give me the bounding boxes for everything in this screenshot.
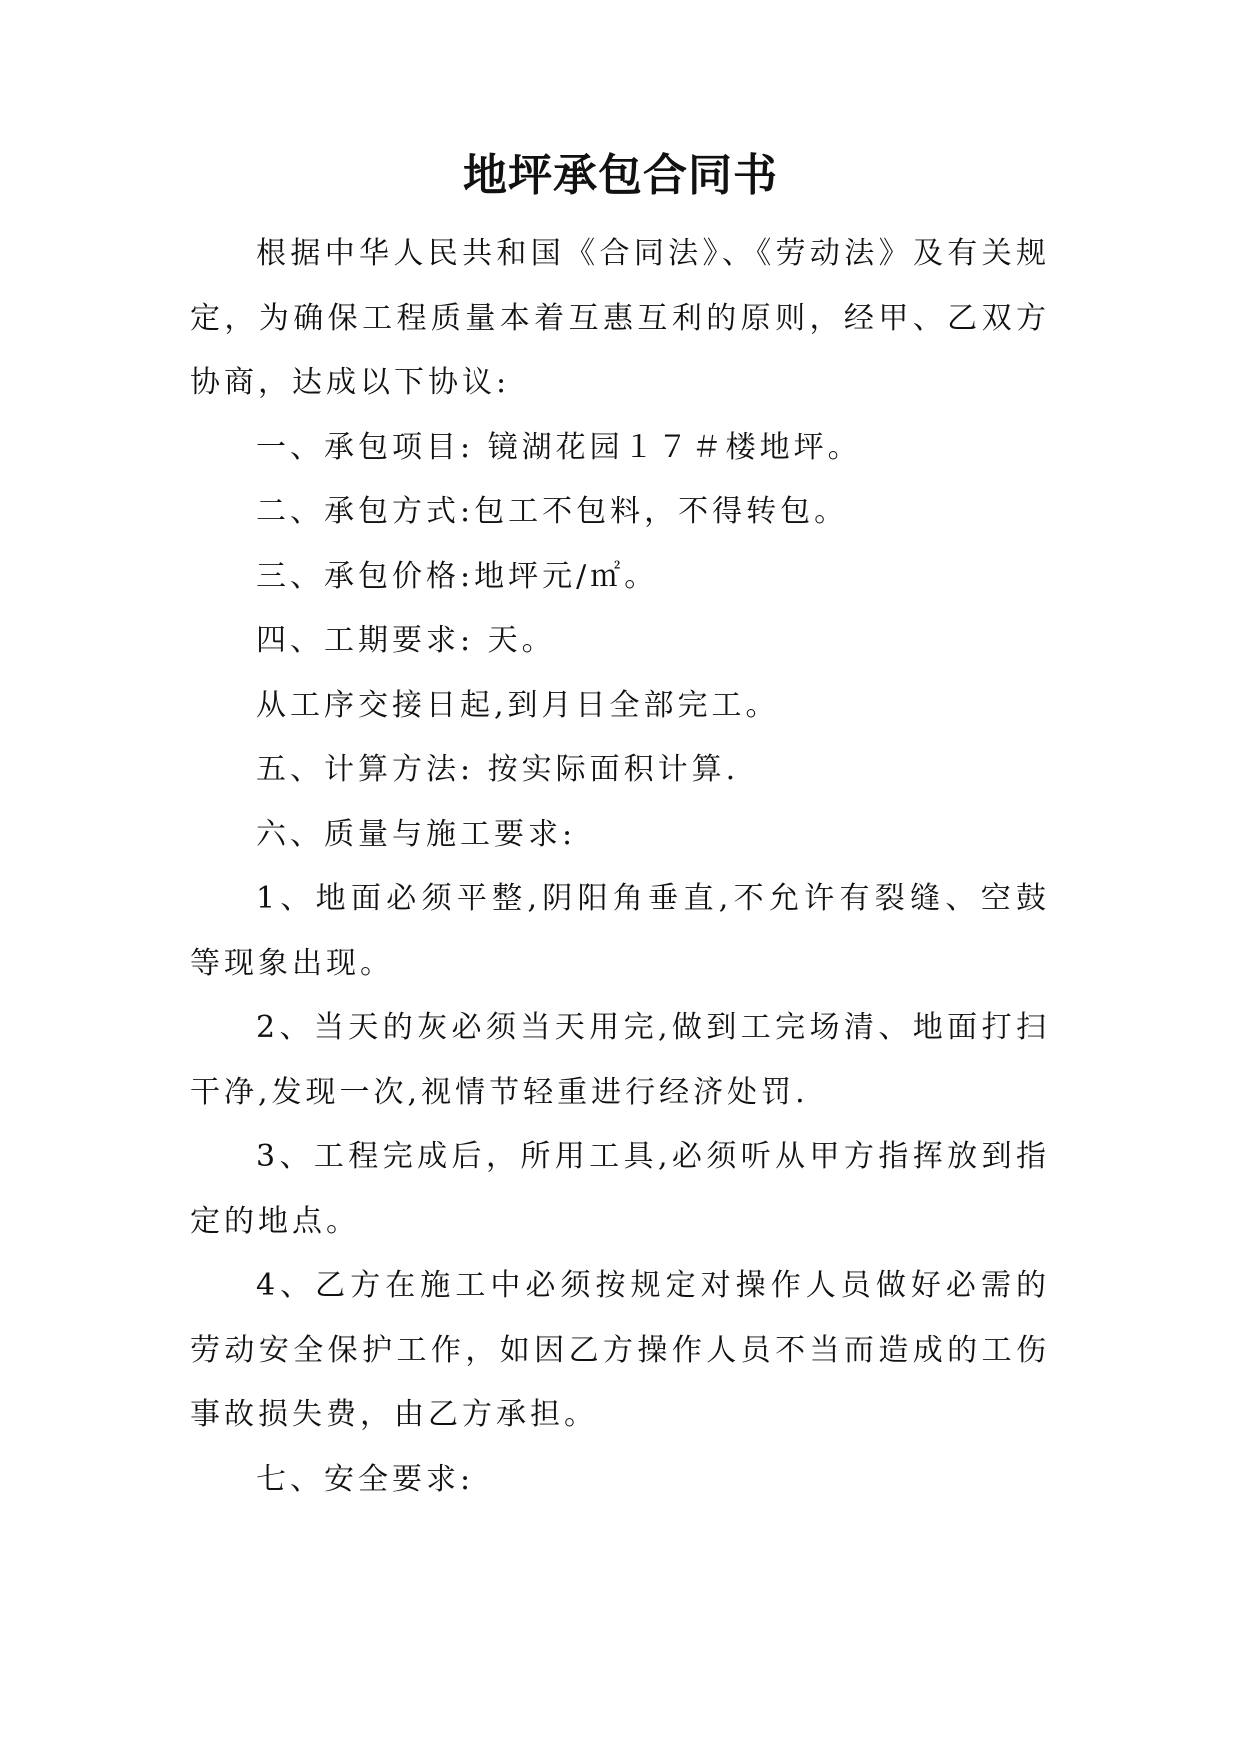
paragraph-preamble: 根据中华人民共和国《合同法》、《劳动法》及有关规定，为确保工程质量本着互惠互利的原则，经甲、乙双方协商，达成以下协议: [190, 236, 1050, 400]
paragraph-project: 一、承包项目: 镜湖花园１７＃楼地坪。 [256, 429, 862, 465]
paragraph-quality-item-3: 3、工程完成后，所用工具,必须听从甲方指挥放到指定的地点。 [190, 1139, 1050, 1239]
paragraph-method: 二、承包方式:包工不包料，不得转包。 [256, 494, 849, 529]
paragraph-quality-item-4: 4、乙方在施工中必须按规定对操作人员做好必需的劳动安全保护工作，如因乙方操作人员不当而造成的工伤事故损失费，由乙方承担。 [190, 1268, 1050, 1432]
paragraph-schedule: 四、工期要求: 天。 [256, 623, 556, 658]
document-title: 地坪承包合同书 [463, 150, 778, 201]
paragraph-calculation: 五、计算方法: 按实际面积计算. [256, 752, 740, 787]
document-body [190, 222, 1050, 1512]
paragraph-quality-item-2: 2、当天的灰必须当天用完,做到工完场清、地面打扫干净,发现一次,视情节轻重进行经济处罚. [190, 1010, 1050, 1110]
paragraph-price: 三、承包价格:地坪元/㎡。 [256, 558, 659, 594]
paragraph-quality-heading: 六、质量与施工要求: [256, 816, 577, 852]
paragraph-schedule-detail: 从工序交接日起,到月日全部完工。 [256, 687, 780, 723]
paragraph-quality-item-1: 1、地面必须平整,阴阳角垂直,不允许有裂缝、空鼓等现象出现。 [190, 881, 1050, 981]
paragraph-safety-heading: 七、安全要求: [256, 1461, 475, 1497]
